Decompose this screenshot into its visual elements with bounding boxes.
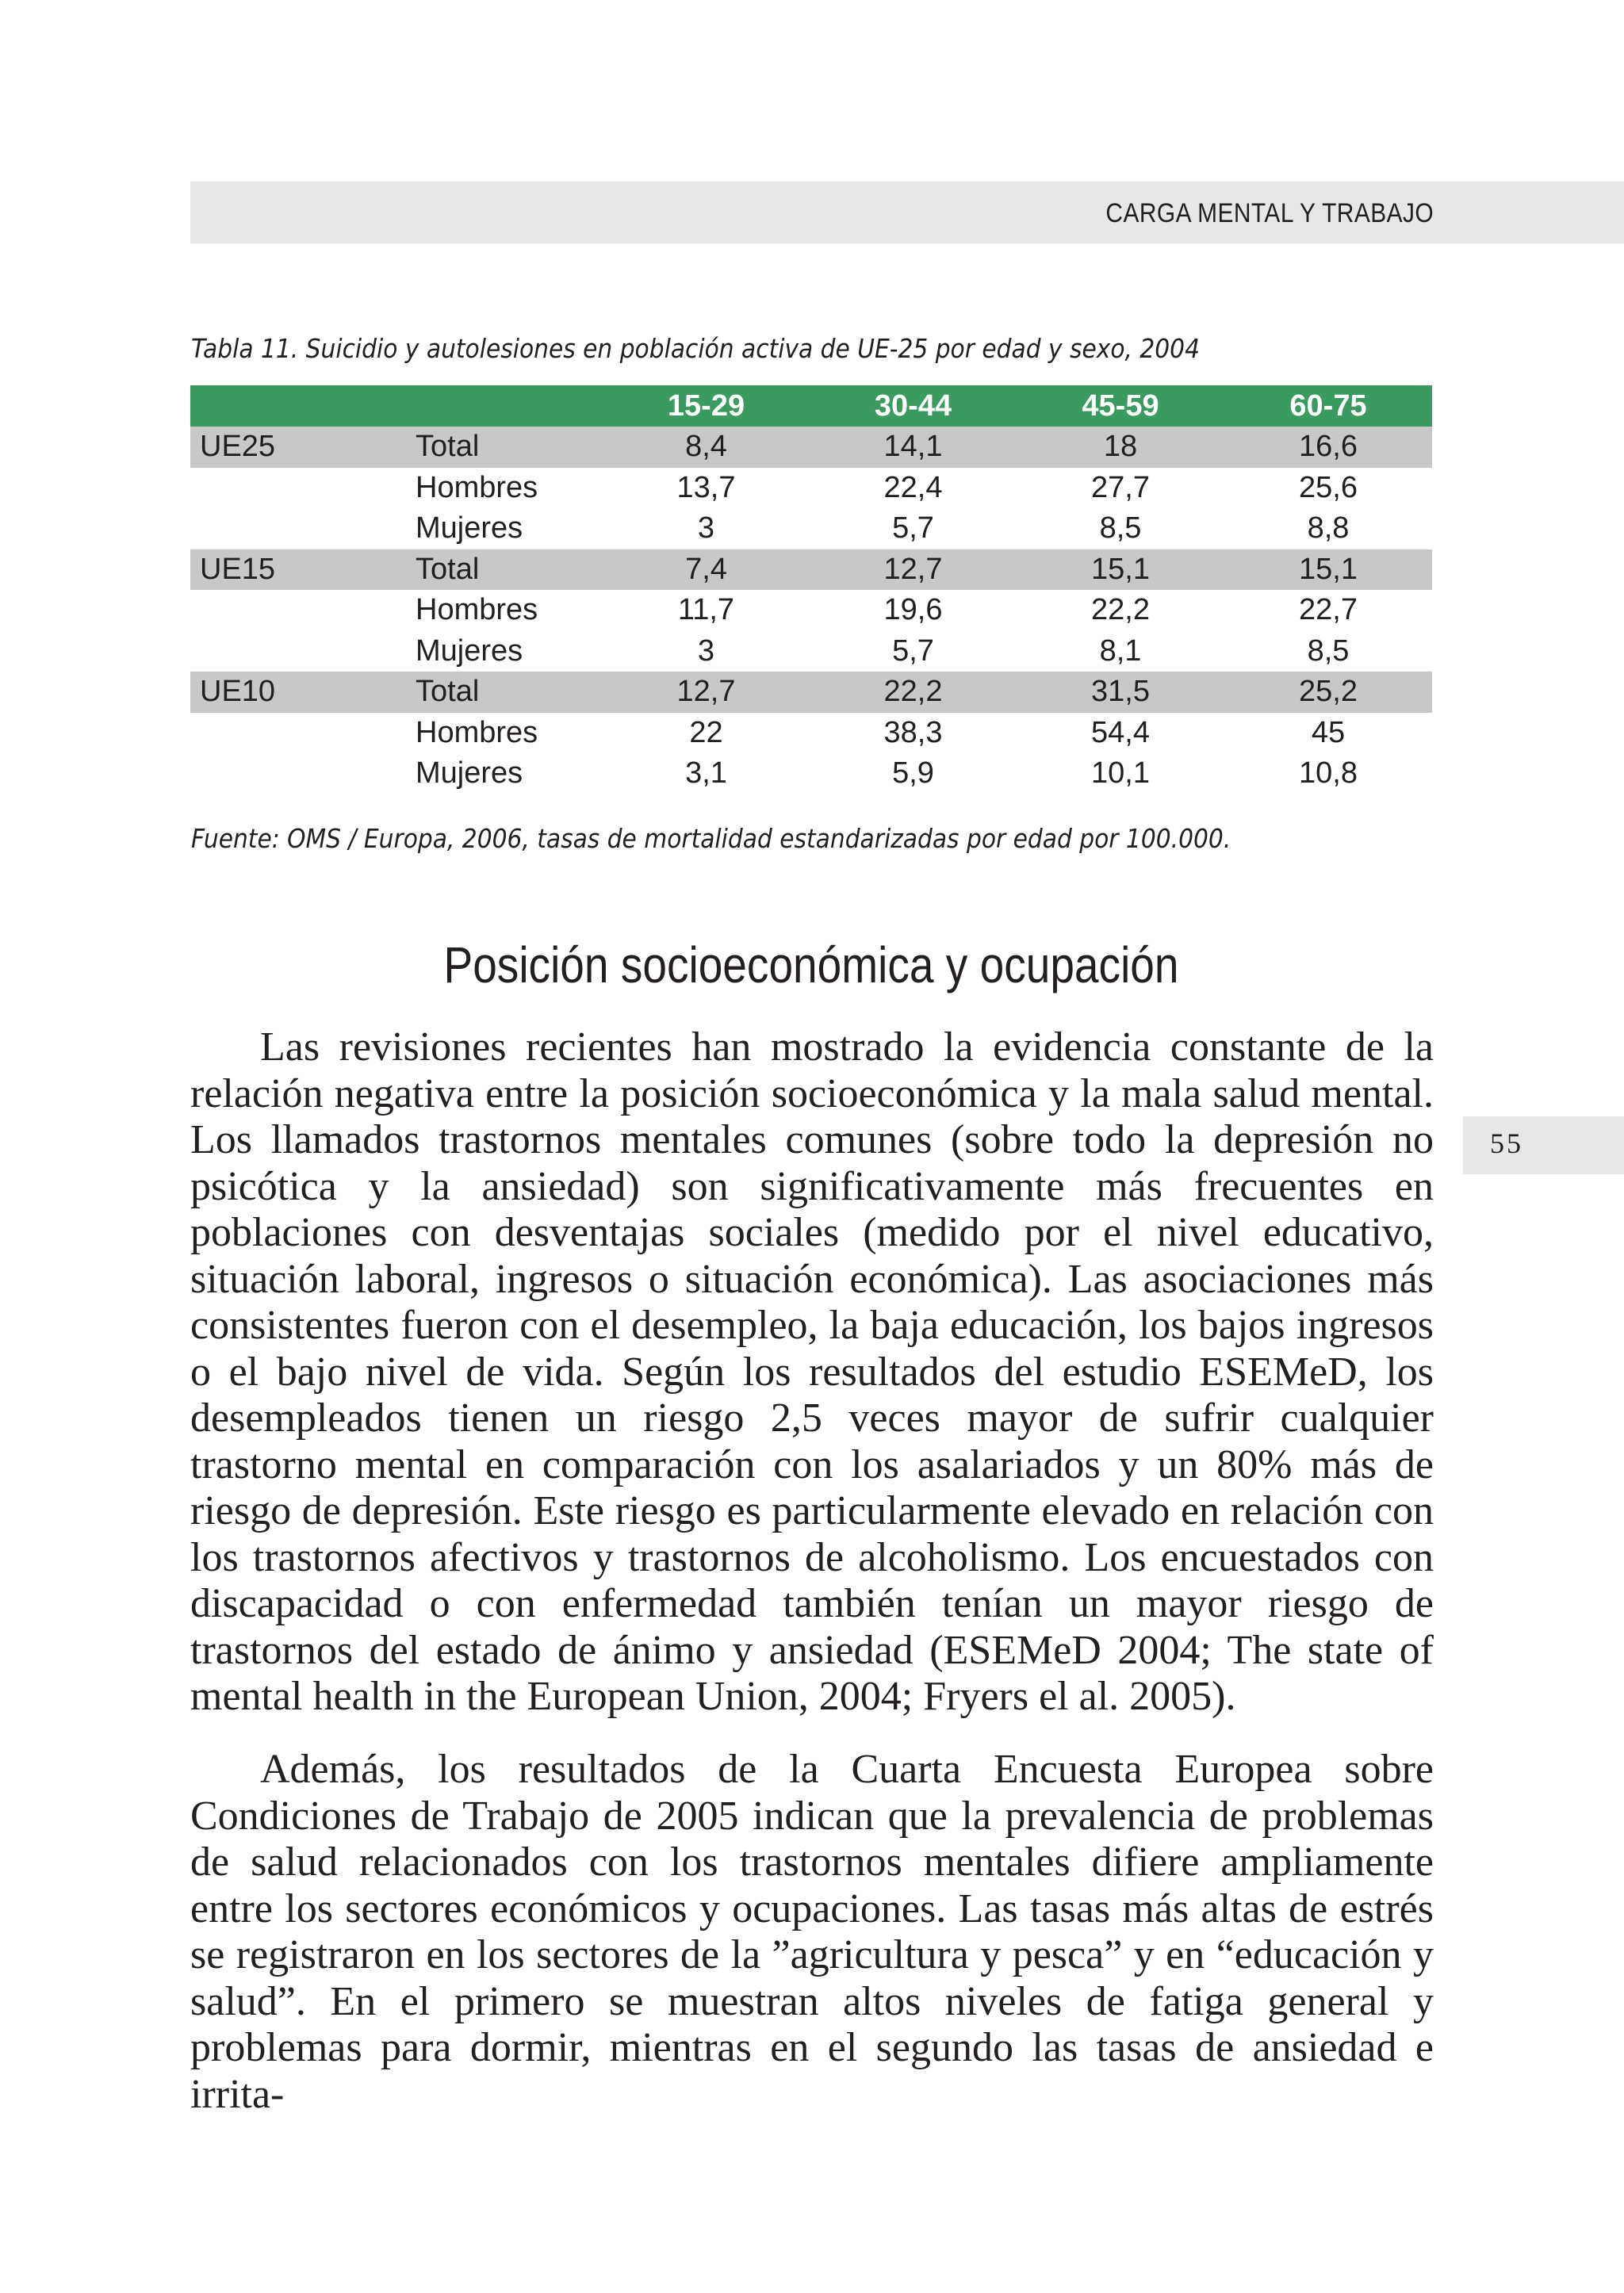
value-cell: 25,6 [1299,470,1358,504]
region-cell: UE15 [190,549,398,591]
value-cell: 8,4 [603,427,810,468]
table-row [190,753,1432,794]
table-row [190,549,1432,591]
table-header-row [190,385,1432,427]
value-cell: 16,6 [1224,427,1432,468]
sex-cell: Hombres [416,593,538,627]
paragraph-text: Las revisiones recientes han mostrado la evidencia constante de la relación negativa entre la posición socioeconómica y la mala salud mental. Los llamados trastornos mentales comunes (sobre todo la depresión no psicótica y la ansiedad) son significativamente más frecuentes en poblaciones con desventajas sociales (medido por el nivel educativo, situación laboral, ingresos o situación económica). Las asociaciones más consistentes fueron con el desempleo, la baja educación, los bajos ingresos o el bajo nivel de vida. Según los resultados del estudio ESEMeD, los desempleados tienen un riesgo 2,5 veces mayor de sufrir cualquier trastorno mental en comparación con los asalariados y un 80% más de riesgo de depresión. Este riesgo es particularmente elevado en relación con los trastornos afectivos y trastornos de alcoholismo. Los encuestados con discapacidad o con enfermedad también tenían un mayor riesgo de trastornos del estado de ánimo y ansiedad (ESEMeD 2004; The state of mental health in the European Union, 2004; Fryers el al. 2005). [190,1024,1434,1719]
value-cell: 38,3 [883,715,943,749]
value-cell: 5,7 [892,634,934,668]
region-cell [190,713,398,754]
value-cell: 22 [689,715,723,749]
value-cell: 8,8 [1307,511,1350,545]
value-cell: 22,4 [883,470,943,504]
value-cell: 22,2 [1091,593,1150,627]
data-table [190,385,1432,794]
column-header: 60-75 [1224,385,1432,427]
value-cell: 13,7 [676,470,736,504]
value-cell: 54,4 [1091,715,1150,749]
table-row [190,508,1432,549]
paragraph-text: Además, los resultados de la Cuarta Encuesta Europea sobre Condiciones de Trabajo de 2005 indican que la prevalencia de problemas de salud relacionados con los trastornos mentales difiere ampliamente entre los sectores económicos y ocupaciones. Las tasas más altas de estrés se registraron en los sectores de la ”agricultura y pesca” y en “educación y salud”. En el primero se muestran altos niveles de fatiga general y problemas para dormir, mientras en el segundo las tasas de ansiedad e irrita- [190,1747,1434,2117]
value-cell: 22,7 [1299,593,1358,627]
table-caption: Tabla 11. Suicidio y autolesiones en población activa de UE-25 por edad y sexo, 2004 [191,333,1200,364]
value-cell: 10,8 [1299,756,1358,790]
value-cell: 25,2 [1224,672,1432,713]
value-cell: 18 [1017,427,1224,468]
value-cell: 10,1 [1091,756,1150,790]
region-cell: UE10 [190,672,398,713]
sex-cell: Hombres [416,715,538,749]
value-cell: 14,1 [810,427,1017,468]
value-cell: 31,5 [1017,672,1224,713]
header-blank-cell [398,385,603,427]
value-cell: 15,1 [1017,549,1224,591]
table-source-note: Fuente: OMS / Europa, 2006, tasas de mortalidad estandarizadas por edad por 100.000. [191,823,1231,854]
table-row [190,672,1432,713]
sex-cell: Total [398,427,603,468]
value-cell: 12,7 [603,672,810,713]
value-cell: 8,5 [1099,511,1142,545]
body-paragraph-2 [190,1747,1434,2118]
region-cell [190,508,398,549]
table-row [190,427,1432,468]
table-row [190,590,1432,631]
value-cell: 3,1 [685,756,727,790]
value-cell: 19,6 [883,593,943,627]
value-cell: 27,7 [1091,470,1150,504]
sex-cell: Hombres [416,470,538,504]
column-header: 45-59 [1017,385,1224,427]
table-row [190,631,1432,672]
section-heading: Posición socioeconómica y ocupación [443,936,1179,993]
page-number: 55 [1490,1127,1523,1159]
region-cell: UE25 [190,427,398,468]
value-cell: 12,7 [810,549,1017,591]
body-paragraph-1 [190,1024,1434,1721]
value-cell: 5,7 [892,511,934,545]
value-cell: 8,1 [1099,634,1142,668]
value-cell: 7,4 [603,549,810,591]
value-cell: 22,2 [810,672,1017,713]
running-head: CARGA MENTAL Y TRABAJO [1105,198,1434,228]
sex-cell: Total [398,672,603,713]
value-cell: 15,1 [1224,549,1432,591]
table-row [190,713,1432,754]
sex-cell: Mujeres [416,756,523,790]
sex-cell: Mujeres [416,511,523,545]
column-header: 30-44 [810,385,1017,427]
value-cell: 5,9 [892,756,934,790]
header-blank-cell [190,385,398,427]
value-cell: 11,7 [677,593,735,627]
sex-cell: Mujeres [416,634,523,668]
region-cell [190,590,398,631]
sex-cell: Total [398,549,603,591]
region-cell [190,753,398,794]
value-cell: 3 [697,634,715,668]
region-cell [190,468,398,509]
table-row [190,468,1432,509]
column-header: 15-29 [603,385,810,427]
value-cell: 45 [1311,715,1346,749]
value-cell: 8,5 [1307,634,1350,668]
value-cell: 3 [697,511,715,545]
region-cell [190,631,398,672]
